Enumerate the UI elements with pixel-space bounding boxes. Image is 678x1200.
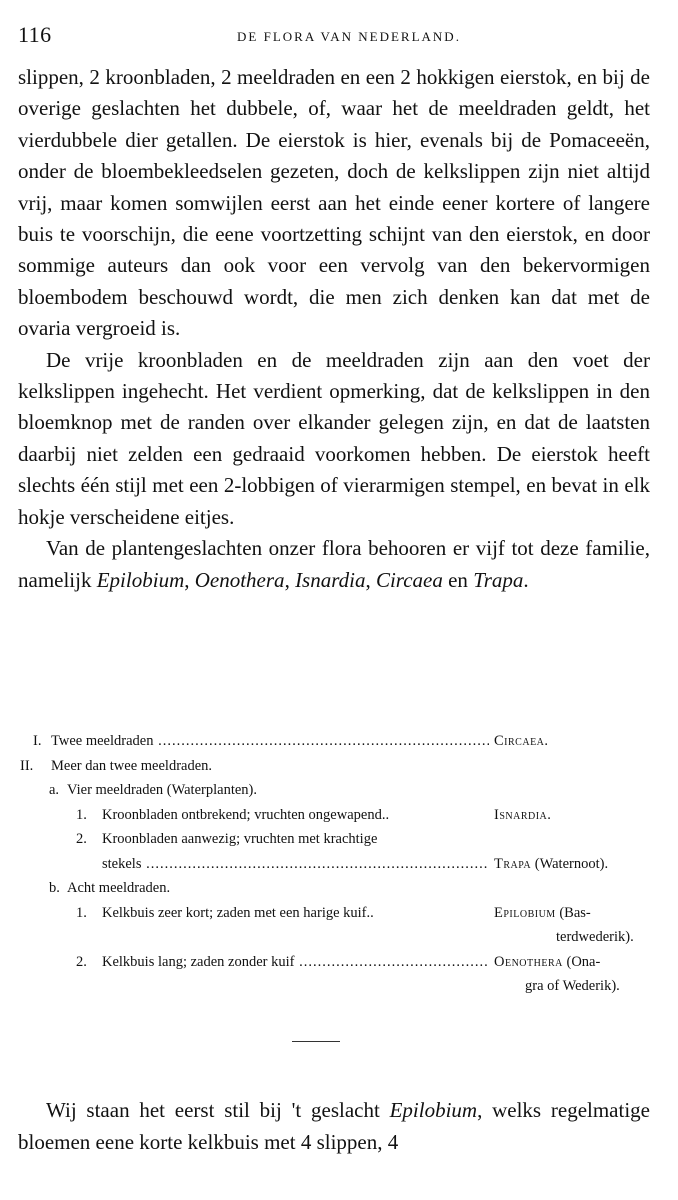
- key-row: [18, 974, 658, 999]
- paragraph-4-intro: Wij staan het eerst stil bij 't geslacht: [46, 1098, 380, 1122]
- key-label: II.: [20, 757, 34, 774]
- closing-text: [18, 1094, 650, 1158]
- key-result: Circaea.: [494, 733, 549, 749]
- genus-name: Epilobium: [96, 567, 185, 592]
- section-divider: [292, 1041, 340, 1042]
- genus-name: Epilobium: [389, 1098, 478, 1122]
- key-row: [18, 925, 658, 950]
- genus-name: Isnardia: [295, 567, 366, 592]
- paragraph-1: slippen, 2 kroonbladen, 2 meeldraden en een 2 hokkigen eierstok, en bij de overige geslachten het dubbele, of, waar het de meeldraden geldt, het vierdubbele dier getallen. De eierstok is hier, evenals bij de Pomaceeën, onder de bloembekleedselen gezeten, doch de kelkslippen zijn niet altijd vrij, maar komen somwijlen eerst aan het einde eener kortere of langere buis te voorschijn, die eene voortzetting schijnt van den eierstok, en door sommige auteurs dan ook voor een vervolg van den bekervormigen bloembodem beschouwd wordt, die men zich denken kan dat met de ovaria vergroeid is.: [18, 65, 650, 341]
- key-label: 1.: [76, 904, 87, 921]
- key-label: 2.: [76, 831, 87, 847]
- key-row: [18, 950, 658, 975]
- key-result: [494, 901, 591, 926]
- key-text: Kroonbladen aanwezig; vruchten met krachtige: [102, 831, 378, 847]
- key-row: [18, 803, 658, 828]
- key-text: Kelkbuis lang; zaden zonder kuif .....: [102, 950, 489, 975]
- key-result-genus: Oenothera: [494, 953, 563, 970]
- paragraph-2: De vrije kroonbladen en de meeldraden zijn aan den voet der kelkslippen ingehecht. Het verdient opmerking, dat de kelkslippen in den bloemknop met de randen over elkander gelegen zijn, en dat de laatsten daarbij niet zelden een gedraaid voorkomen hebben. De eierstok heeft slechts één stijl met een 2-lobbigen of vierarmigen stempel, en bevat in elk hokje verscheidene eitjes.: [18, 347, 650, 529]
- key-label: I.: [33, 733, 42, 749]
- key-label: b.: [49, 880, 60, 896]
- key-label: 2.: [76, 953, 87, 970]
- identification-key: [18, 729, 658, 999]
- body-text: [18, 62, 650, 596]
- key-row: [18, 876, 658, 901]
- paragraph-3: Van de plantengeslachten onzer flora behooren er vijf tot deze familie, namelijk Epilobium, Oenothera, Isnardia, Circaea en Trapa.: [18, 536, 650, 592]
- key-result-common-name: (Waternoot).: [534, 855, 609, 872]
- key-text: Meer dan twee meeldraden.: [51, 757, 213, 774]
- key-result-common-name: (Bas-: [559, 904, 591, 921]
- key-result-genus: Epilobium: [494, 904, 556, 921]
- key-row: [18, 901, 658, 926]
- key-text: Kelkbuis zeer kort; zaden met een harige kuif..: [102, 904, 374, 921]
- key-result-continued: terdwederik).: [556, 929, 634, 945]
- key-label: a.: [49, 782, 60, 798]
- key-result-genus: Trapa: [494, 855, 532, 872]
- key-text: Twee meeldraden .....: [51, 729, 489, 754]
- key-result: Isnardia.: [494, 806, 552, 823]
- paragraph-4: [18, 1094, 650, 1158]
- key-result-continued: gra of Wederik).: [525, 978, 620, 994]
- key-label: 1.: [76, 806, 87, 823]
- key-text: Vier meeldraden (Waterplanten).: [67, 782, 257, 798]
- key-result: [494, 950, 600, 975]
- running-head: DE FLORA VAN NEDERLAND.: [237, 29, 461, 44]
- genus-name: Circaea: [375, 567, 443, 592]
- paragraph-3-intro: Van de plantengeslachten onzer flora behooren er vijf tot deze familie, namelijk: [18, 536, 650, 592]
- key-text: Kroonbladen ontbrekend; vruchten ongewapend..: [102, 806, 390, 823]
- key-result-common-name: (Ona-: [566, 953, 601, 970]
- key-row: [18, 827, 658, 852]
- genus-name: Trapa: [473, 567, 524, 592]
- key-row: [18, 754, 658, 779]
- key-row: [18, 729, 658, 754]
- conjunction: en: [448, 567, 468, 592]
- key-text: stekels .....: [102, 852, 489, 877]
- key-row: [18, 852, 658, 877]
- paragraph-4-rest: , welks regelmatige bloemen eene korte kelkbuis met 4 slippen, 4: [18, 1098, 650, 1154]
- key-text: Acht meeldraden.: [67, 880, 171, 896]
- page-header: [18, 22, 660, 52]
- genus-name: Oenothera: [194, 567, 285, 592]
- key-row: [18, 778, 658, 803]
- key-result: [494, 852, 608, 877]
- page-number: 116: [18, 22, 52, 47]
